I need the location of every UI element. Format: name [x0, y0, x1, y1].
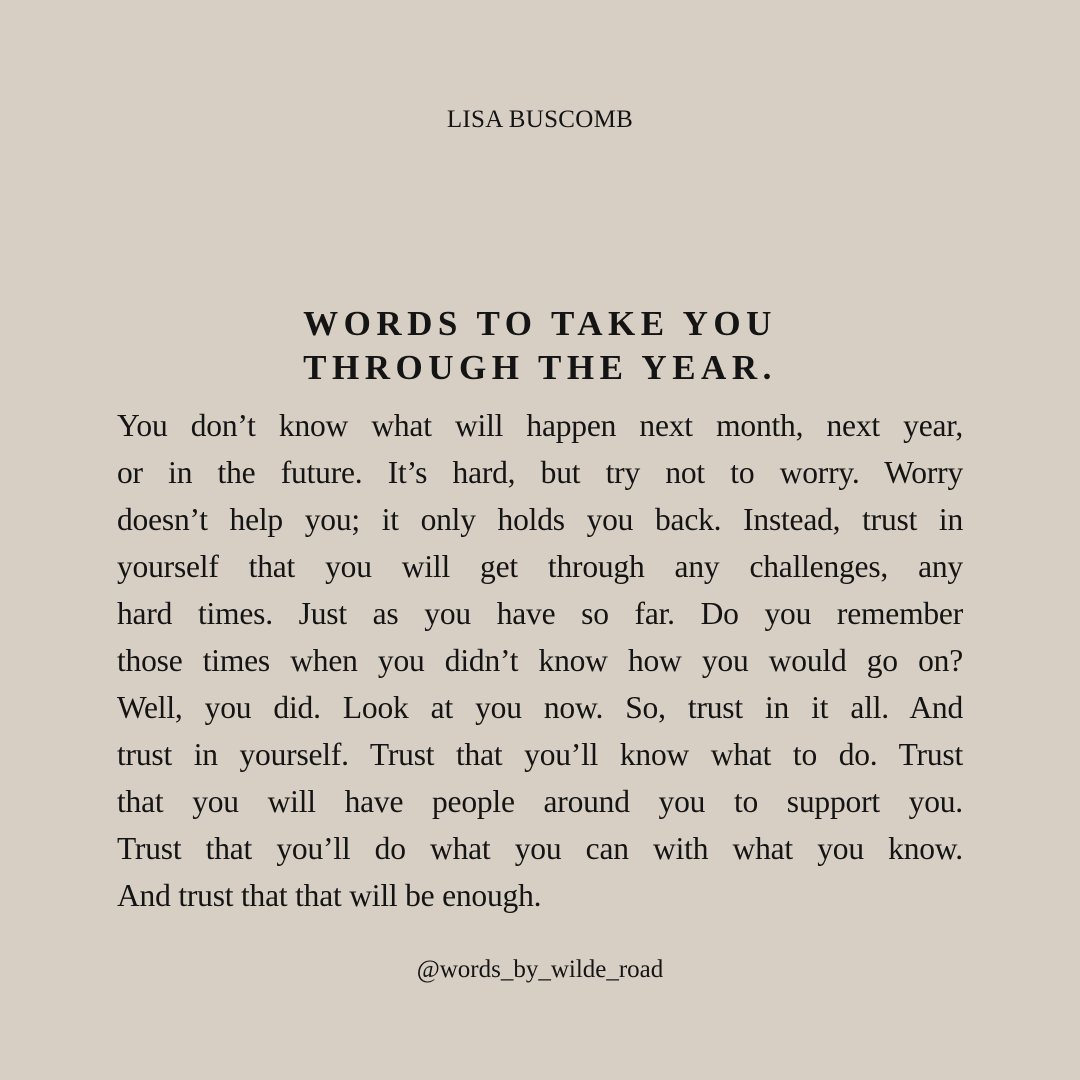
body-line: those times when you didn’t know how you would go on?	[117, 643, 963, 678]
body-line: doesn’t help you; it only holds you back. Instead, trust in	[117, 502, 963, 537]
body-line: yourself that you will get through any challenges, any	[117, 549, 963, 584]
body-line: or in the future. It’s hard, but try not to worry. Worry	[117, 455, 963, 490]
social-handle: @words_by_wilde_road	[416, 956, 664, 983]
quote-title	[0, 302, 1080, 390]
author-name: LISA BUSCOMB	[446, 106, 634, 133]
body-line: trust in yourself. Trust that you’ll know what to do. Trust	[117, 737, 963, 772]
title-line: THROUGH THE YEAR.	[303, 348, 777, 387]
body-line: Trust that you’ll do what you can with what you know.	[117, 831, 963, 866]
body-line: You don’t know what will happen next month, next year,	[117, 408, 963, 443]
quote-body	[117, 402, 963, 919]
body-line: Well, you did. Look at you now. So, trust in it all. And	[117, 690, 963, 725]
body-line: hard times. Just as you have so far. Do you remember	[117, 596, 963, 631]
body-line: And trust that that will be enough.	[117, 878, 542, 913]
title-line: WORDS TO TAKE YOU	[303, 304, 777, 343]
body-line: that you will have people around you to support you.	[117, 784, 963, 819]
